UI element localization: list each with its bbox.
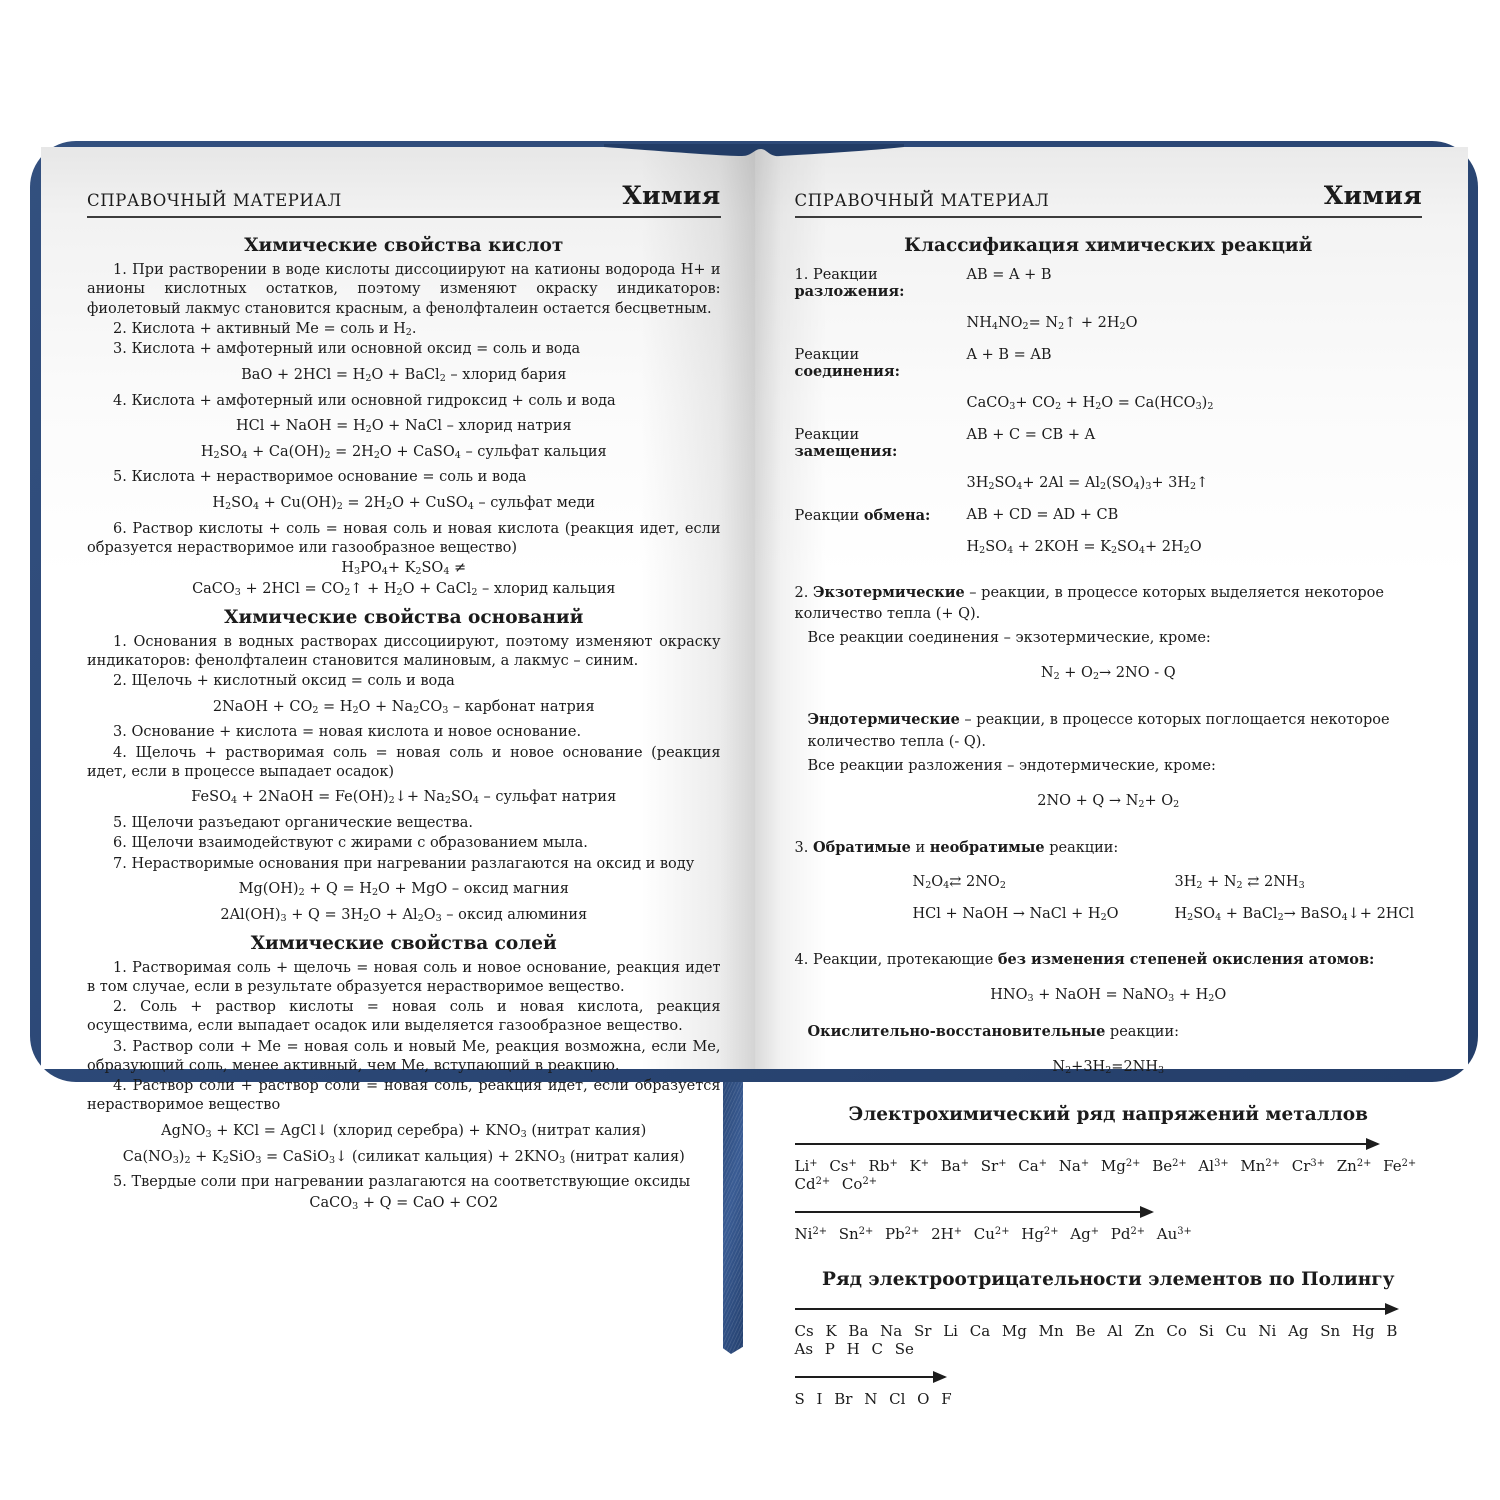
paragraph: 6. Щелочи взаимодействуют с жирами с образованием мыла. — [113, 835, 588, 852]
formula-line: AgNO$_3$ + KCl = AgCl↓ (хлорид серебра) + $KNO_3$ (нитрат калия) — [161, 1122, 647, 1140]
paragraph: 3. Обратимые и необратимые реакции: — [794, 839, 1119, 857]
right-page — [755, 147, 1469, 1408]
paragraph: Окислительно-восстановительные реакции: — [807, 1023, 1180, 1040]
reaction-scheme: AB + C = CB + A — [966, 426, 1096, 443]
page-header-label: СПРАВОЧНЫЙ МАТЕРИАЛ — [87, 191, 342, 210]
paragraph: 4. Кислота + амфотерный или основной гидроксид + соль и вода — [113, 392, 616, 409]
reaction-row — [795, 267, 1423, 300]
formula-line: $Mg(OH)_2 + Q = H_2O$ + MgO – оксид магния — [238, 880, 569, 898]
element-series: Cs K Ba Na Sr Li Ca Mg Mn Be Al Zn Co Si Cu Ni Ag Sn Hg B As P H C Se — [794, 1321, 1398, 1358]
formula-line: CaCO$_3$ + $2HCl = CO_2↑ + H_2O$ + CaCl$_2$ – хлорид кальция — [192, 580, 616, 598]
paragraph: 2. Щелочь + кислотный оксид = соль и вода — [113, 673, 455, 690]
formula-line: $N_2 + O_2\to 2NO - Q$ — [1040, 664, 1176, 682]
section-heading: Химические свойства оснований — [224, 606, 584, 628]
paragraph: Эндотермические – реакции, в процессе которых поглощается некоторое количество тепла (- Q). — [807, 711, 1390, 750]
series-arrow — [795, 1308, 1397, 1310]
indented-formula: CaCO$_3$+ $CO_2 + H_2O = Ca(HCO_3)_2$ — [966, 394, 1214, 412]
element-series: Li+ Cs+ Rb+ K+ Ba+ Sr+ Ca+ Na+ $Mg^{2+}$ $Be^{2+}$ $Al^{3+}$ $Mn^{2+}$ $Cr^{3+}$ $Zn^{2+}$ $Fe^{2+}$ $Cd^{2+}$ $Co^{2+}$ — [794, 1156, 1417, 1193]
page-subject-title: Химия — [1323, 181, 1422, 210]
formula-line: $Ca(NO_3)_2 + K_2SiO_3$ = CaSiO$_3$↓ (силикат кальция) + $2KNO_3$ (нитрат калия) — [122, 1148, 685, 1166]
paragraph: 4. Щелочь + растворимая соль = новая соль и новое основание (реакция идет, если в процессе выпадает осадок) — [87, 744, 721, 780]
formula-pair — [795, 906, 1423, 923]
series-arrow — [795, 1211, 1153, 1213]
paragraph: 7. Нерастворимые основания при нагревании разлагаются на оксид и воду — [113, 855, 695, 872]
series-arrow — [795, 1143, 1379, 1145]
formula-line: 2NaOH + $CO_2 = H_2O + Na_2CO_3$ – карбонат натрия — [212, 698, 595, 716]
formula-line: CaCO$_3$ + Q = CaO + CO2 — [309, 1194, 499, 1212]
left-page-content — [87, 218, 721, 1213]
reaction-type-label: Реакции замещения: — [794, 426, 898, 460]
formula-line: $3H_2 + N_2$ ⇄ $2NH_3$ — [1174, 874, 1305, 892]
section-heading: Химические свойства солей — [250, 932, 557, 954]
notebook-cover — [30, 141, 1478, 1408]
paragraph: 3. Раствор соли + Ме = новая соль и новый Ме, реакция возможна, если Ме, образующий соль, менее активный, чем Ме, вступающий в реакцию. — [87, 1038, 721, 1074]
formula-line: $HNO_3$ + NaOH = NaNO$_3$ + $H_2O$ — [990, 987, 1227, 1005]
formula-line: FeSO$_4$ + 2NaOH = $Fe(OH)_2↓+ Na_2SO_4$ – сульфат натрия — [191, 789, 617, 807]
formula-line: $H_2SO_4 + Cu(OH)_2 = 2H_2O$ + CuSO$_4$ – сульфат меди — [212, 494, 596, 512]
indented-formula: $H_2SO_4 + 2KOH = K_2SO_4+ 2H_2O$ — [966, 538, 1202, 556]
formula-line: HCl + NaOH = $H_2O$ + NaCl – хлорид натрия — [235, 417, 572, 435]
left-page — [41, 147, 755, 1212]
paragraph: 4. Реакции, протекающие без изменения степеней окисления атомов: — [794, 951, 1375, 969]
book-spine-notch — [604, 144, 904, 164]
formula-line: $2NO + Q \to N_2+ O_2$ — [1037, 792, 1180, 810]
reaction-type-label: 1. Реакции разложения: — [794, 267, 905, 300]
paragraph: 1. Растворимая соль + щелочь = новая соль и новое основание, реакция идет в том случае, если в результате образуется нерастворимое вещество. — [87, 959, 721, 995]
section-heading: Ряд электроотрицательности элементов по Полингу — [822, 1268, 1395, 1290]
paragraph: 2. Кислота + активный Ме = соль и $H_2$. — [113, 320, 417, 338]
paragraph: 1. При растворении в воде кислоты диссоциируют на катионы водорода H+ и анионы кислотных остатков, поэтому изменяют окраску индикаторов: фиолетовый лакмус становится красным, а фенолфталеин остается бесцветным. — [87, 262, 721, 317]
paragraph: 6. Раствор кислоты + соль = новая соль и новая кислота (реакция идет, если образуется нерастворимое или газообразное вещество) — [87, 520, 721, 556]
formula-line: $2Al(OH)_3 + Q = 3H_2O + Al_2O_3$ – оксид алюминия — [220, 906, 588, 924]
page-header-label: СПРАВОЧНЫЙ МАТЕРИАЛ — [794, 191, 1050, 210]
series-arrow — [795, 1376, 946, 1378]
section-heading: Классификация химических реакций — [904, 235, 1313, 256]
section-heading: Химические свойства кислот — [244, 235, 564, 256]
reaction-type-label: Реакции обмена: — [794, 506, 931, 524]
reaction-type-label: Реакции соединения: — [794, 346, 900, 380]
paragraph: 5. Твердые соли при нагревании разлагаются на соответствующие оксиды — [113, 1174, 691, 1191]
reaction-scheme: AB = A + B — [966, 267, 1052, 283]
reaction-row — [795, 507, 1423, 524]
indented-formula: $NH_4NO_2=$ $N_2↑ + 2H_2O$ — [966, 315, 1138, 332]
reaction-scheme: AB + CD = AD + CB — [966, 506, 1119, 523]
formula-line: $H_2SO_4$ + BaCl$_2$→ BaSO$_4$↓+ 2HCl — [1174, 906, 1415, 924]
paragraph: 3. Основание + кислота = новая кислота и новое основание. — [113, 724, 582, 741]
reaction-scheme: A + B = AB — [966, 346, 1052, 363]
formula-line: HCl + NaOH → NaCl + $H_2O$ — [912, 906, 1119, 924]
reaction-row — [795, 347, 1423, 380]
left-page-header — [87, 181, 721, 218]
right-page-content — [795, 218, 1423, 1408]
paragraph: 3. Кислота + амфотерный или основной оксид = соль и вода — [113, 341, 581, 358]
paragraph: 2. Экзотермические – реакции, в процессе которых выделяется некоторое количество тепла (+ Q). — [794, 583, 1384, 622]
formula-line: $N_2O_4⇄$ $2NO_2$ — [912, 874, 1006, 892]
element-series: S I Br N Cl O F — [794, 1389, 952, 1408]
paragraph: 2. Соль + раствор кислоты = новая соль и новая кислота, реакция осуществима, если выпадает осадок или выделяется газообразное вещество. — [87, 999, 721, 1035]
page-subject-title: Химия — [622, 181, 721, 210]
ribbon-texture — [723, 1066, 743, 1354]
paragraph: 4. Раствор соли + раствор соли = новая соль, реакция идет, если образуется нерастворимое вещество — [87, 1078, 721, 1114]
paragraph: 5. Кислота + нерастворимое основание = соль и вода — [113, 469, 527, 486]
indented-formula: $3H_2SO_4+ 2Al = Al_2(SO_4)_3+$ $3H_2↑$ — [966, 474, 1209, 492]
reaction-row — [795, 427, 1423, 460]
formula-line: $H_2SO_4 + Ca(OH)_2 = 2H_2O$ + CaSO$_4$ – сульфат кальция — [200, 443, 607, 461]
ribbon-bookmark — [723, 1066, 743, 1354]
open-pages — [41, 147, 1468, 1408]
formula-pair — [795, 874, 1423, 891]
section-heading: Электрохимический ряд напряжений металлов — [848, 1103, 1368, 1125]
right-page-header — [795, 181, 1423, 218]
formula-line: BaO + $2HCl = H_2O$ + BaCl$_2$ – хлорид бария — [241, 366, 567, 384]
paragraph: 5. Щелочи разъедают органические вещества. — [113, 815, 473, 832]
formula-line: $H_3PO_4+ K_2SO_4$ ≠ — [341, 560, 467, 578]
paragraph: 1. Основания в водных растворах диссоциируют, поэтому изменяют окраску индикаторов: фенолфталеин становится малиновым, а лакмус – синим. — [87, 633, 721, 670]
formula-line: $N_2+3H_2=2NH_3$ — [1052, 1059, 1165, 1076]
paragraph: Все реакции разложения – эндотермические, кроме: — [807, 757, 1216, 774]
paragraph: Все реакции соединения – экзотермические, кроме: — [807, 629, 1211, 646]
element-series: $Ni^{2+}$ $Sn^{2+}$ $Pb^{2+}$ 2H+ $Cu^{2+}$ $Hg^{2+}$ Ag+ $Pd^{2+}$ $Au^{3+}$ — [794, 1224, 1192, 1243]
